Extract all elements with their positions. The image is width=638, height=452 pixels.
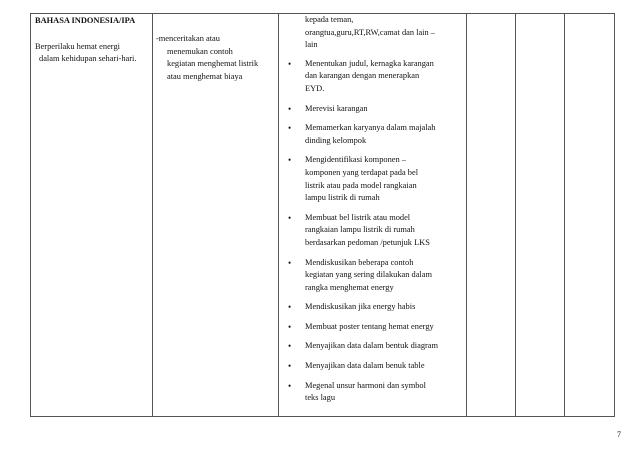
- activity-line: teks lagu: [305, 393, 336, 403]
- activity-item: [281, 360, 462, 373]
- activity-line: rangka menghemat energy: [305, 282, 394, 292]
- activity-item: [281, 340, 462, 353]
- activity-item: [281, 154, 462, 204]
- page-number: 7: [617, 430, 621, 439]
- activity-line: orangtua,guru,RT,RW,camat dan lain –: [305, 27, 435, 37]
- bullet-icon: •: [288, 361, 292, 372]
- indicator-text: [156, 33, 276, 83]
- activity-line: kegiatan yang sering dilakukan dalam: [305, 270, 432, 280]
- activity-line: Merevisi karangan: [305, 103, 368, 113]
- activity-line: Menyajikan data dalam benuk table: [305, 361, 425, 371]
- activity-line: Menentukan judul, kernagka karangan: [305, 58, 434, 68]
- activity-item: [281, 321, 462, 334]
- activity-item: [281, 212, 462, 250]
- bullet-icon: •: [288, 380, 292, 391]
- activity-line: kepada teman,: [305, 15, 354, 24]
- activity-line: komponen yang terdapat pada bel: [305, 167, 419, 177]
- empty-cell: [516, 14, 565, 417]
- competency-line: Berperilaku hemat energi: [35, 41, 120, 51]
- activity-item: [281, 122, 462, 147]
- activity-line: dinding kelompok: [305, 135, 367, 145]
- activity-line: Memamerkan karyanya dalam majalah: [305, 123, 436, 133]
- bullet-icon: •: [288, 341, 292, 352]
- activity-item: [281, 103, 462, 116]
- activities-cell: [279, 14, 467, 417]
- activity-line: Mendiskusikan beberapa contoh: [305, 257, 414, 267]
- activity-line: Megenal unsur harmoni dan symbol: [305, 380, 426, 390]
- table-row: [31, 14, 615, 417]
- activity-line: Mendiskusikan jika energy habis: [305, 302, 416, 312]
- subject-title: BAHASA INDONESIA/IPA: [35, 16, 136, 25]
- syllabus-table: [30, 13, 615, 417]
- indicator-cell: [153, 14, 279, 417]
- indicator-line: menemukan contoh: [167, 46, 233, 56]
- bullet-icon: •: [288, 155, 292, 166]
- activity-line: EYD.: [305, 83, 325, 93]
- bullet-icon: •: [288, 321, 292, 332]
- activity-line: Menyajikan data dalam bentuk diagram: [305, 341, 439, 351]
- activity-line: lampu listrik di rumah: [305, 193, 380, 203]
- basic-competency: [35, 41, 149, 66]
- activity-line: berdasarkan pedoman /petunjuk LKS: [305, 237, 430, 247]
- empty-cell: [565, 14, 615, 417]
- activity-item: [281, 380, 462, 405]
- competency-cell: [31, 14, 153, 417]
- indicator-rest: [156, 46, 276, 84]
- bullet-icon: •: [288, 212, 292, 223]
- bullet-icon: •: [288, 257, 292, 268]
- bullet-icon: •: [288, 58, 292, 69]
- activity-line: Membuat bel listrik atau model: [305, 212, 411, 222]
- empty-cell: [467, 14, 516, 417]
- bullet-icon: •: [288, 123, 292, 134]
- activity-item: [281, 301, 462, 314]
- indicator-line: kegiatan menghemat listrik: [167, 59, 259, 69]
- activity-line: Membuat poster tentang hemat energy: [305, 321, 434, 331]
- activity-line: dan karangan dengan menerapkan: [305, 71, 420, 81]
- activity-line: lain: [305, 40, 318, 50]
- indicator-line: -menceritakan atau: [156, 34, 220, 43]
- activity-line: Mengidentifikasi komponen –: [305, 155, 406, 165]
- indicator-line: atau menghemat biaya: [167, 71, 243, 81]
- bullet-icon: •: [288, 103, 292, 114]
- activity-item: [281, 257, 462, 295]
- activity-item: [281, 58, 462, 96]
- activity-line: rangkaian lampu listrik di rumah: [305, 225, 415, 235]
- activity-line: listrik atau pada model rangkaian: [305, 180, 417, 190]
- activity-list: [281, 14, 462, 405]
- bullet-icon: •: [288, 302, 292, 313]
- activity-item: [281, 14, 462, 52]
- competency-line: dalam kehidupan sehari-hari.: [39, 54, 137, 64]
